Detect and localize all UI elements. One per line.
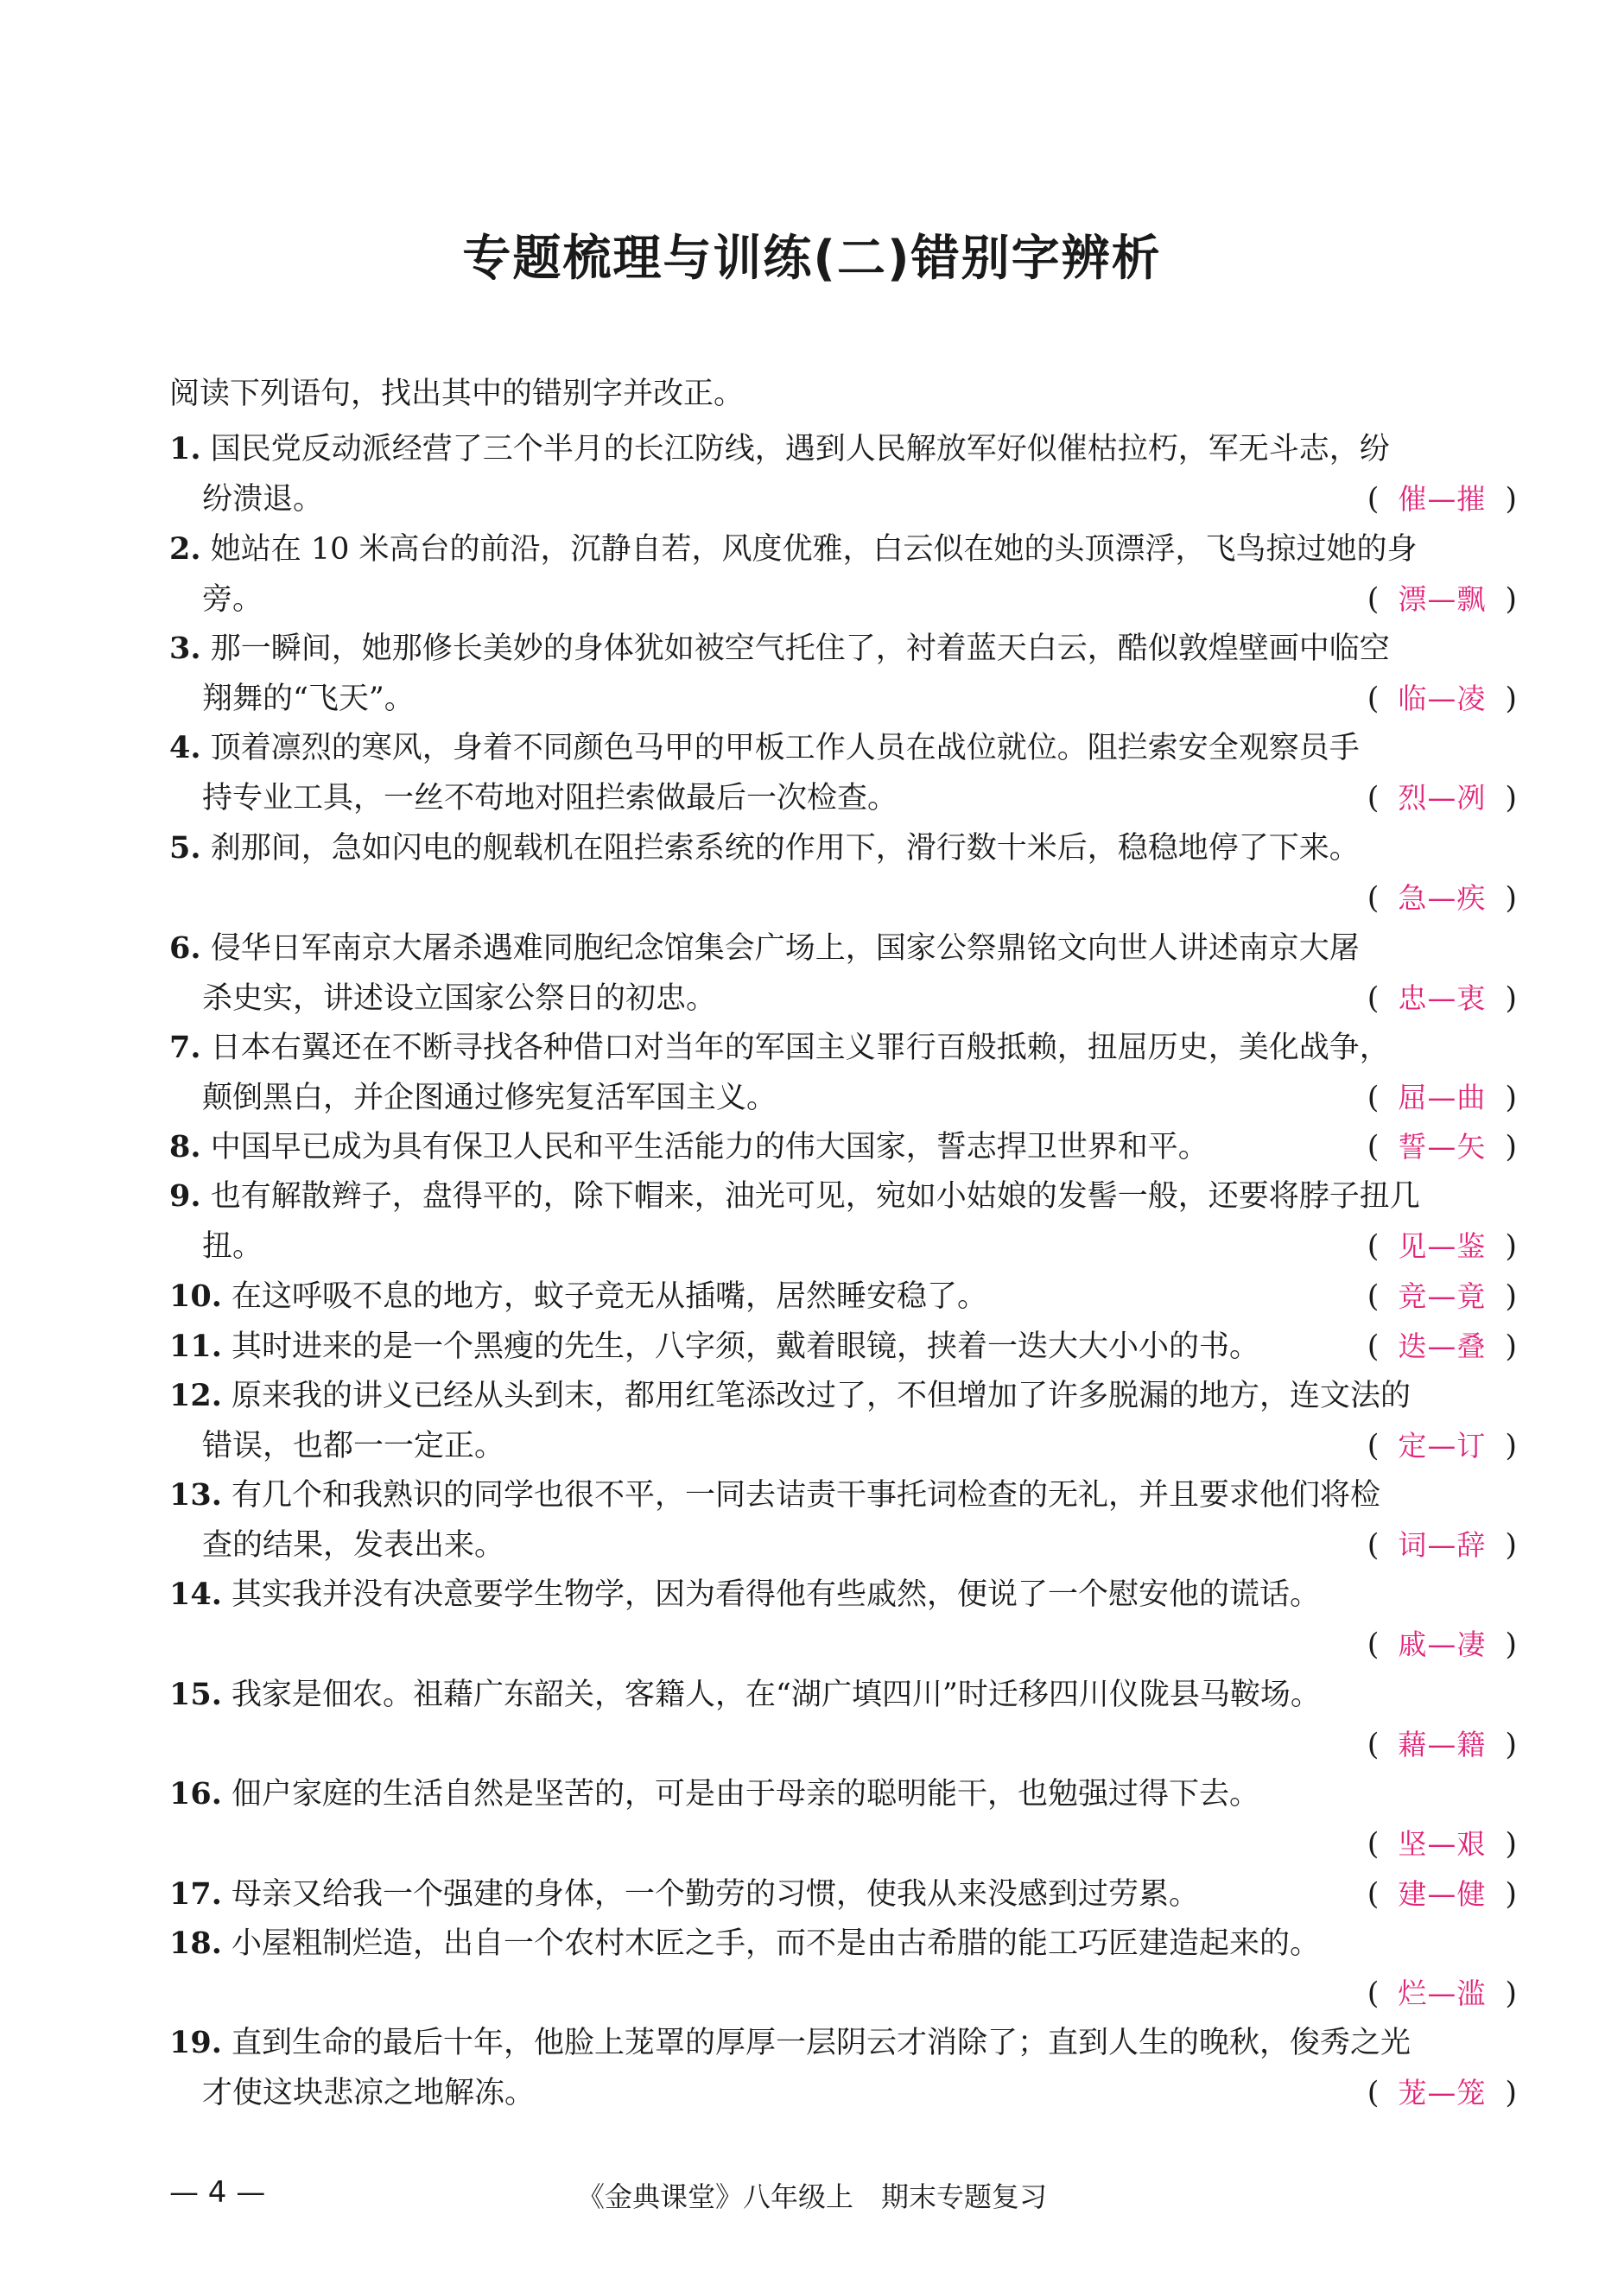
answer-correction: 屈—曲 <box>1398 1081 1487 1114</box>
answer-correction: 急—疾 <box>1398 881 1487 915</box>
question-line <box>169 1421 1517 1471</box>
question-text-continued: 持专业工具，一丝不苟地对阻拦索做最后一次检查。 <box>202 781 898 815</box>
answer-bracket: ( 屈—曲 ) <box>1367 1081 1517 1115</box>
question-item <box>169 624 1517 724</box>
question-text: 原来我的讲义已经从头到末，都用红笔添改过了，不但增加了许多脱漏的地方，连文法的 <box>232 1379 1411 1413</box>
question-text-continued: 查的结果，发表出来。 <box>202 1528 505 1563</box>
question-item <box>169 1919 1517 2019</box>
question-line <box>169 1023 1517 1073</box>
answer-bracket: ( 烂—滥 ) <box>1367 1977 1517 2011</box>
question-item <box>169 424 1517 524</box>
question-text: 那一瞬间，她那修长美妙的身体犹如被空气托住了，衬着蓝天白云，酷似敦煌壁画中临空 <box>210 631 1390 666</box>
question-line <box>169 674 1517 724</box>
question-line <box>169 2068 1517 2118</box>
question-text: 国民党反动派经营了三个半月的长江防线，遇到人民解放军好似催枯拉朽，军无斗志，纷 <box>210 432 1390 466</box>
question-number: 2. <box>169 531 201 567</box>
question-text-continued: 旁。 <box>202 582 263 617</box>
answer-line <box>169 1969 1517 2019</box>
question-text-continued: 杀史实，讲述设立国家公祭日的初忠。 <box>202 981 717 1016</box>
question-item <box>169 1272 1517 1322</box>
question-line <box>169 574 1517 625</box>
answer-correction: 词—辞 <box>1398 1528 1487 1562</box>
question-text: 日本右翼还在不断寻找各种借口对当年的军国主义罪行百般抵赖，扭屈历史，美化战争， <box>210 1031 1390 1065</box>
answer-line <box>169 1720 1517 1770</box>
question-line <box>169 1520 1517 1570</box>
question-text-continued: 扭。 <box>202 1229 263 1264</box>
question-text: 侵华日军南京大屠杀遇难同胞纪念馆集会广场上，国家公祭鼎铭文向世人讲述南京大屠 <box>210 931 1360 966</box>
answer-correction: 烂—滥 <box>1398 1977 1487 2010</box>
question-line <box>169 1371 1517 1421</box>
answer-correction: 建—健 <box>1398 1877 1487 1911</box>
answer-bracket: ( 忠—衷 ) <box>1367 981 1517 1016</box>
question-line <box>169 474 1517 524</box>
question-item <box>169 1869 1517 1919</box>
question-text-continued: 纷溃退。 <box>202 482 324 517</box>
answer-correction: 藉—籍 <box>1398 1728 1487 1761</box>
question-text: 我家是佃农。祖藉广东韶关，客籍人，在“湖广填四川”时迁移四川仪陇县马鞍场。 <box>232 1678 1321 1712</box>
question-item <box>169 1570 1517 1670</box>
question-item <box>169 1371 1517 1471</box>
answer-bracket: ( 临—凌 ) <box>1367 682 1517 716</box>
question-text: 其时进来的是一个黑瘦的先生，八字须，戴着眼镜，挟着一迭大大小小的书。 <box>232 1329 1260 1364</box>
answer-bracket: ( 定—订 ) <box>1367 1429 1517 1463</box>
question-item <box>169 923 1517 1024</box>
answer-bracket: ( 迭—叠 ) <box>1367 1329 1517 1364</box>
answer-correction: 见—鉴 <box>1398 1229 1487 1263</box>
question-line <box>169 1322 1517 1372</box>
question-line <box>169 1221 1517 1272</box>
question-line <box>169 2018 1517 2068</box>
question-number: 3. <box>169 631 201 666</box>
instruction-text: 阅读下列语句，找出其中的错别字并改正。 <box>169 377 745 411</box>
question-item <box>169 1769 1517 1869</box>
answer-bracket: ( 催—摧 ) <box>1367 482 1517 517</box>
question-item <box>169 723 1517 823</box>
question-number: 15. <box>169 1677 222 1712</box>
answer-bracket: ( 建—健 ) <box>1367 1877 1517 1912</box>
question-text-continued: 翔舞的“飞天”。 <box>202 682 415 716</box>
answer-correction: 茏—笼 <box>1398 2076 1487 2110</box>
question-item <box>169 823 1517 923</box>
answer-correction: 漂—飘 <box>1398 582 1487 616</box>
question-line <box>169 923 1517 974</box>
question-item <box>169 524 1517 625</box>
question-text: 母亲又给我一个强建的身体，一个勤劳的习惯，使我从来没感到过劳累。 <box>232 1877 1200 1912</box>
question-number: 8. <box>169 1129 201 1164</box>
question-text: 在这呼吸不息的地方，蚊子竞无从插嘴，居然睡安稳了。 <box>232 1279 988 1314</box>
question-text: 有几个和我熟识的同学也很不平，一同去诘责干事托词检查的无礼，并且要求他们将检 <box>232 1478 1381 1513</box>
answer-bracket: ( 坚—艰 ) <box>1367 1827 1517 1862</box>
question-text-continued: 错误，也都一一定正。 <box>202 1429 505 1463</box>
question-item <box>169 1670 1517 1770</box>
answer-bracket: ( 藉—籍 ) <box>1367 1728 1517 1762</box>
question-line <box>169 1272 1517 1322</box>
answer-bracket: ( 竞—竟 ) <box>1367 1279 1517 1314</box>
question-line <box>169 1919 1517 1969</box>
question-line <box>169 524 1517 574</box>
answer-correction: 戚—凄 <box>1398 1628 1487 1661</box>
question-text: 刹那间，急如闪电的舰载机在阻拦索系统的作用下，滑行数十米后，稳稳地停了下来。 <box>210 831 1360 866</box>
question-line <box>169 773 1517 823</box>
question-text: 顶着凛烈的寒风，身着不同颜色马甲的甲板工作人员在战位就位。阻拦索安全观察员手 <box>210 731 1360 765</box>
question-text: 小屋粗制烂造，出自一个农村木匠之手，而不是由古希腊的能工巧匠建造起来的。 <box>232 1926 1321 1961</box>
answer-correction: 催—摧 <box>1398 482 1487 516</box>
question-line <box>169 1670 1517 1720</box>
question-line <box>169 1570 1517 1620</box>
question-text: 直到生命的最后十年，他脸上茏罩的厚厚一层阴云才消除了；直到人生的晚秋，俊秀之光 <box>232 2026 1411 2060</box>
question-line <box>169 1769 1517 1819</box>
question-number: 17. <box>169 1876 222 1912</box>
question-line <box>169 1073 1517 1123</box>
question-text: 也有解散辫子，盘得平的，除下帽来，油光可见，宛如小姑娘的发髻一般，还要将脖子扭几 <box>210 1179 1420 1214</box>
question-line <box>169 1869 1517 1919</box>
question-number: 12. <box>169 1378 222 1413</box>
question-number: 9. <box>169 1178 201 1214</box>
answer-bracket: ( 戚—凄 ) <box>1367 1628 1517 1662</box>
answer-line <box>169 1620 1517 1670</box>
question-number: 6. <box>169 930 201 966</box>
answer-correction: 定—订 <box>1398 1429 1487 1463</box>
answer-correction: 誓—矢 <box>1398 1130 1487 1164</box>
answer-correction: 忠—衷 <box>1398 981 1487 1015</box>
question-item <box>169 2018 1517 2118</box>
question-text-continued: 才使这块悲凉之地解冻。 <box>202 2076 536 2110</box>
question-item <box>169 1023 1517 1123</box>
answer-bracket: ( 茏—笼 ) <box>1367 2076 1517 2110</box>
question-number: 11. <box>169 1329 222 1364</box>
answer-line <box>169 873 1517 923</box>
question-line <box>169 424 1517 474</box>
question-number: 19. <box>169 2025 222 2060</box>
question-line <box>169 723 1517 773</box>
question-line <box>169 1470 1517 1520</box>
answer-bracket: ( 誓—矢 ) <box>1367 1130 1517 1164</box>
page-number: — 4 — <box>169 2175 266 2210</box>
question-item <box>169 1322 1517 1372</box>
answer-correction: 坚—艰 <box>1398 1827 1487 1861</box>
answer-bracket: ( 烈—冽 ) <box>1367 781 1517 815</box>
question-number: 1. <box>169 431 201 466</box>
question-number: 4. <box>169 730 201 765</box>
question-number: 18. <box>169 1926 222 1961</box>
question-number: 5. <box>169 830 201 866</box>
question-line <box>169 624 1517 674</box>
question-line <box>169 974 1517 1024</box>
book-footer: 《金典课堂》八年级上 期末专题复习 <box>576 2180 1047 2213</box>
question-number: 14. <box>169 1577 222 1612</box>
question-text-continued: 颠倒黑白，并企图通过修宪复活军国主义。 <box>202 1081 777 1115</box>
answer-bracket: ( 漂—飘 ) <box>1367 582 1517 617</box>
answer-correction: 竞—竟 <box>1398 1279 1487 1313</box>
question-number: 10. <box>169 1279 222 1314</box>
answer-correction: 迭—叠 <box>1398 1329 1487 1363</box>
question-item <box>169 1171 1517 1272</box>
answer-bracket: ( 词—辞 ) <box>1367 1528 1517 1563</box>
question-number: 13. <box>169 1477 222 1513</box>
question-line <box>169 1171 1517 1221</box>
question-number: 7. <box>169 1030 201 1065</box>
question-item <box>169 1470 1517 1570</box>
question-item <box>169 1122 1517 1172</box>
question-number: 16. <box>169 1776 222 1812</box>
question-line <box>169 1122 1517 1172</box>
answer-line <box>169 1819 1517 1869</box>
answer-bracket: ( 急—疾 ) <box>1367 881 1517 916</box>
question-text: 其实我并没有决意要学生物学，因为看得他有些戚然，便说了一个慰安他的谎话。 <box>232 1577 1321 1612</box>
question-text: 中国早已成为具有保卫人民和平生活能力的伟大国家，誓志捍卫世界和平。 <box>210 1130 1208 1164</box>
question-text: 她站在 10 米高台的前沿，沉静自若，风度优雅，白云似在她的头顶漂浮，飞鸟掠过她的身 <box>210 532 1418 567</box>
page-title: 专题梳理与训练(二)错别字辨析 <box>462 231 1162 287</box>
answer-bracket: ( 见—鉴 ) <box>1367 1229 1517 1264</box>
question-text: 佃户家庭的生活自然是坚苦的，可是由于母亲的聪明能干，也勉强过得下去。 <box>232 1777 1260 1812</box>
question-line <box>169 823 1517 873</box>
answer-correction: 临—凌 <box>1398 682 1487 715</box>
answer-correction: 烈—冽 <box>1398 781 1487 815</box>
